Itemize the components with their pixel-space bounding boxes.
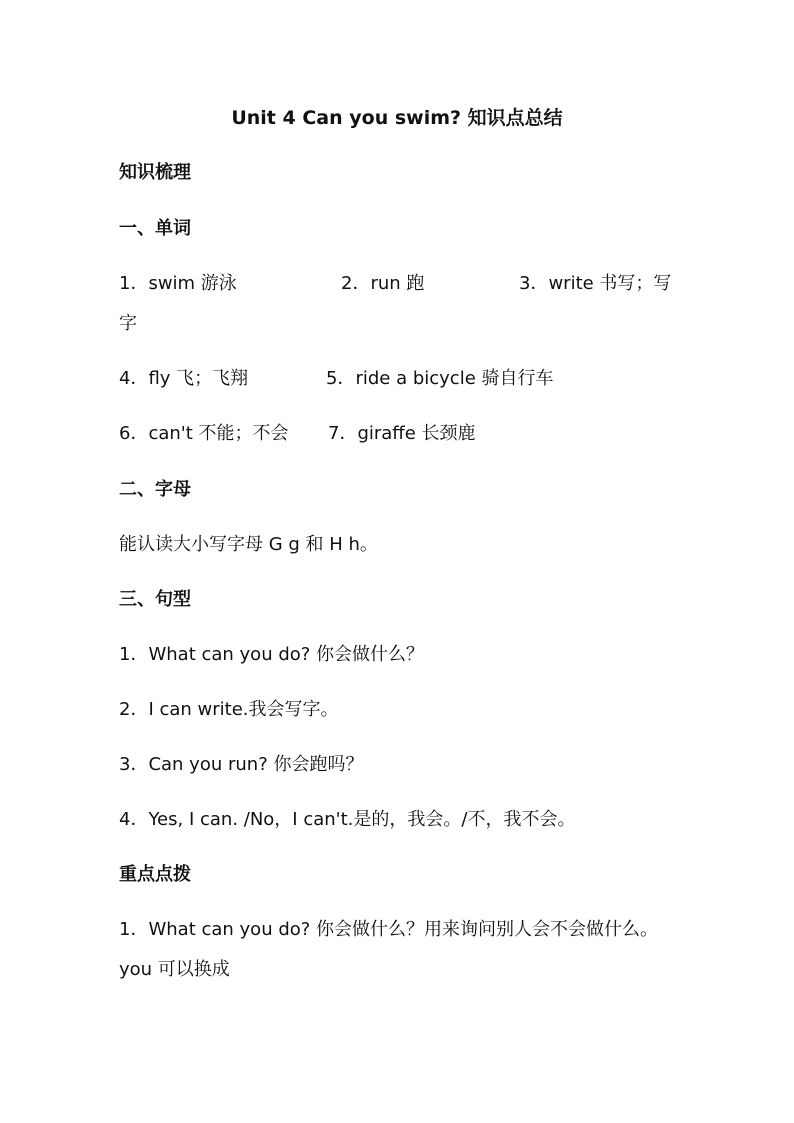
word-item: 1．swim 游泳 <box>119 273 237 294</box>
word-item: 6．can't 不能；不会 <box>119 423 289 444</box>
sentence-item: 4．Yes, I can. /No，I can't.是的，我会。/不，我不会。 <box>119 809 576 830</box>
page-title: Unit 4 Can you swim? 知识点总结 <box>231 107 563 129</box>
word-item: 5．ride a bicycle 骑自行车 <box>326 368 554 389</box>
word-item: 7．giraffe 长颈鹿 <box>328 423 476 444</box>
key-point-line: 1．What can you do? 你会做什么？用来询问别人会不会做什么。 <box>119 919 659 940</box>
words-heading: 一、单词 <box>119 218 191 239</box>
word-item: 4．fly 飞；飞翔 <box>119 368 249 389</box>
sentence-item: 3．Can you run? 你会跑吗？ <box>119 754 364 775</box>
sentence-item: 2．I can write.我会写字。 <box>119 699 339 720</box>
word-item: 3．write 书写；写 <box>519 273 672 294</box>
section-heading-knowledge: 知识梳理 <box>119 162 191 183</box>
sentences-heading: 三、句型 <box>119 589 191 610</box>
key-points-heading: 重点点拨 <box>119 864 191 885</box>
letters-heading: 二、字母 <box>119 479 191 500</box>
word-item-continuation: 字 <box>119 313 137 334</box>
sentence-item: 1．What can you do? 你会做什么？ <box>119 644 425 665</box>
word-item: 2．run 跑 <box>341 273 425 294</box>
key-point-line: you 可以换成 <box>119 959 230 980</box>
letters-text: 能认读大小写字母 G g 和 H h。 <box>119 534 378 555</box>
